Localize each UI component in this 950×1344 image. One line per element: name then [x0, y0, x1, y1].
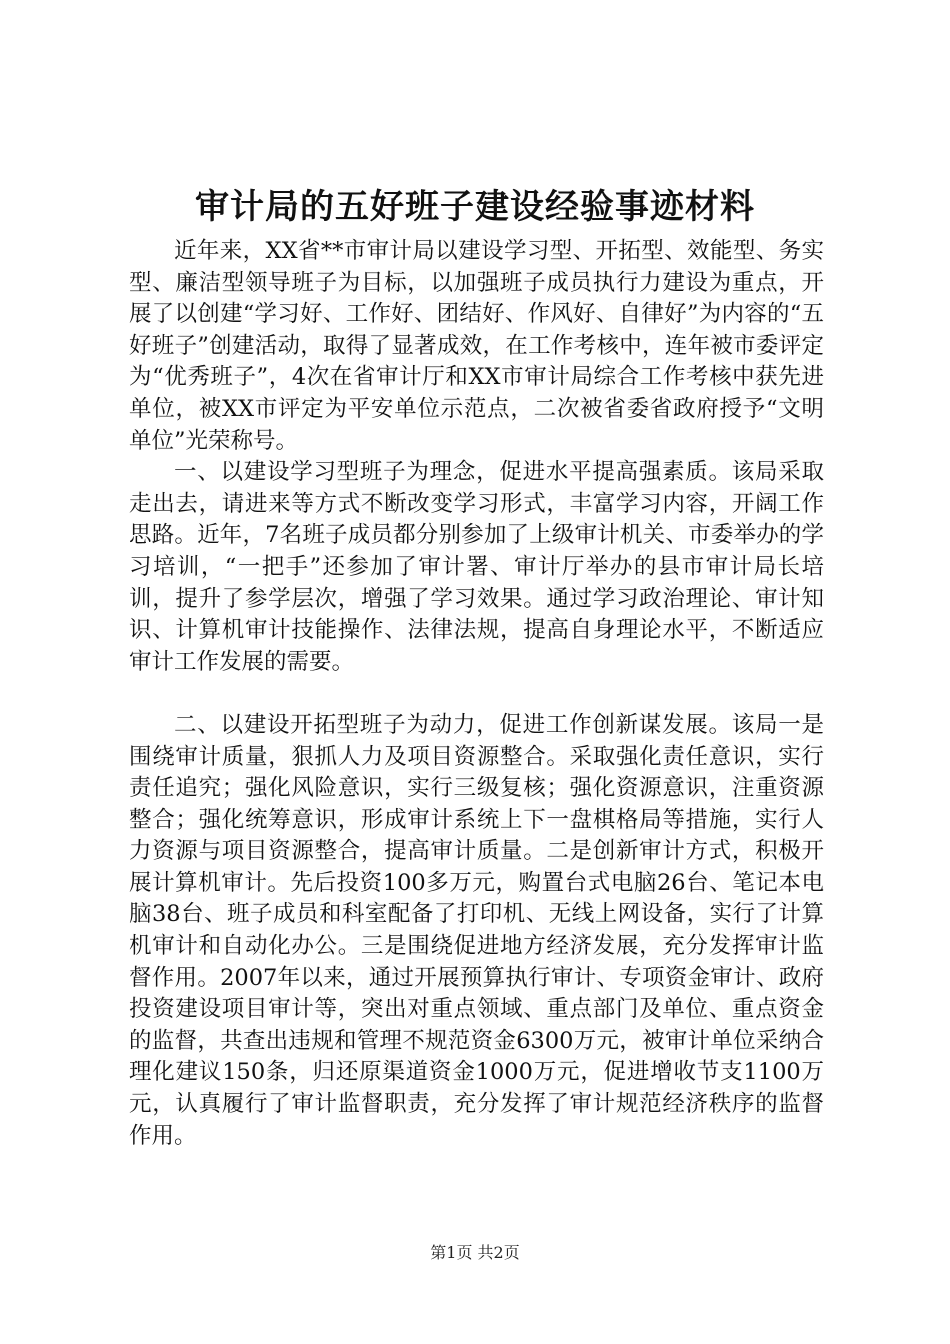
page-footer: 第1页 共2页 [430, 1243, 520, 1262]
paragraph-section-2: 二、以建设开拓型班子为动力，促进工作创新谋发展。该局一是围绕审计质量，狠抓人力及项目资源整合。采取强化责任意识，实行责任追究；强化风险意识，实行三级复核；强化资源意识，注重资源整合；强化统筹意识，形成审计系统上下一盘棋格局等措施，实行人力资源与项目资源整合，提高审计质量。二是创新审计方式，积极开展计算机审计。先后投资100多万元，购置台式电脑26台、笔记本电脑38台、班子成员和科室配备了打印机、无线上网设备，实行了计算机审计和自动化办公。三是围绕促进地方经济发展，充分发挥审计监督作用。2007年以来，通过开展预算执行审计、专项资金审计、政府投资建设项目审计等，突出对重点领域、重点部门及单位、重点资金的监督，共查出违规和管理不规范资金6300万元，被审计单位采纳合理化建议150条，归还原渠道资金1000万元，促进增收节支1100万元，认真履行了审计监督职责，充分发挥了审计规范经济秩序的监督作用。 [129, 711, 824, 1149]
document-body [129, 236, 824, 1152]
paragraph-section-1: 一、以建设学习型班子为理念，促进水平提高强素质。该局采取走出去，请进来等方式不断改变学习形式，丰富学习内容，开阔工作思路。近年，7名班子成员都分别参加了上级审计机关、市委举办的学习培训，“一把手”还参加了审计署、审计厅举办的县市审计局长培训，提升了参学层次，增强了学习效果。通过学习政治理论、审计知识、计算机审计技能操作、法律法规，提高自身理论水平，不断适应审计工作发展的需要。 [129, 459, 824, 675]
document-title: 审计局的五好班子建设经验事迹材料 [195, 187, 755, 227]
paragraph-intro: 近年来，XX省**市审计局以建设学习型、开拓型、效能型、务实型、廉洁型领导班子为目标，以加强班子成员执行力建设为重点，开展了以创建“学习好、工作好、团结好、作风好、自律好”为内容的“五好班子”创建活动，取得了显著成效，在工作考核中，连年被市委评定为“优秀班子”，4次在省审计厅和XX市审计局综合工作考核中获先进单位，被XX市评定为平安单位示范点，二次被省委省政府授予“文明单位”光荣称号。 [129, 238, 824, 454]
